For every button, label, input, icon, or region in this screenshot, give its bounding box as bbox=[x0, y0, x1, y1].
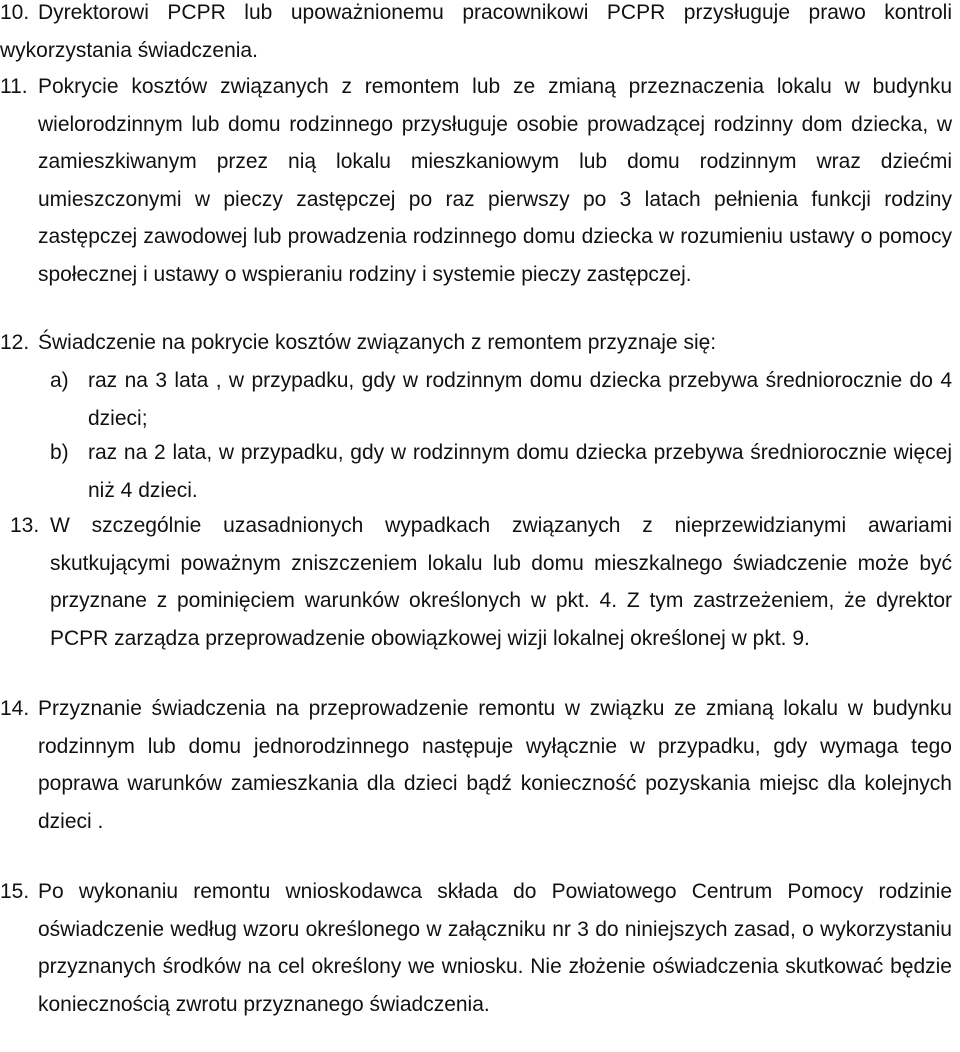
paragraph-text: Dyrektorowi PCPR lub upoważnionemu pracownikowi PCPR przysługuje prawo kontroli wykorzystania świadczenia. bbox=[0, 1, 952, 62]
paragraph-text: Przyznanie świadczenia na przeprowadzenie remontu w związku ze zmianą lokalu w budynku rodzinnym lub domu jednorodzinnego następuje wyłącznie w przypadku, gdy wymaga tego poprawa warunków zamieszkania dla dzieci bądź konieczność pozyskania miejsc dla kolejnych dzieci . bbox=[38, 697, 952, 833]
paragraph-text: W szczególnie uzasadnionych wypadkach związanych z nieprzewidzianymi awariami skutkującymi poważnym zniszczeniem lokalu lub domu mieszkalnego świadczenie może być przyznane z pominięciem warunków określonych w pkt. 4. Z tym zastrzeżeniem, że dyrektor PCPR zarządza przeprowadzenie obowiązkowej wizji lokalnej określonej w pkt. 9. bbox=[50, 514, 952, 650]
paragraph-text: Świadczenie na pokrycie kosztów związanych z remontem przyznaje się: bbox=[38, 331, 717, 354]
paragraph-15 bbox=[0, 873, 952, 1023]
paragraph-number: 14. bbox=[0, 697, 30, 720]
paragraph-number: 15. bbox=[0, 880, 30, 903]
paragraph-number: 11. bbox=[0, 75, 28, 98]
paragraph-number: 13. bbox=[10, 514, 40, 537]
paragraph-text: Po wykonaniu remontu wnioskodawca składa do Powiatowego Centrum Pomocy rodzinie oświadczenie według wzoru określonego w załączniku nr 3 do niniejszych zasad, o wykorzystaniu przyznanych środków na cel określony we wniosku. Nie złożenie oświadczenia skutkować będzie koniecznością zwrotu przyznanego świadczenia. bbox=[38, 880, 952, 1016]
paragraph-10 bbox=[0, 0, 952, 69]
list-item-label: a) bbox=[50, 369, 69, 392]
paragraph-text: Pokrycie kosztów związanych z remontem lub ze zmianą przeznaczenia lokalu w budynku wielorodzinnym lub domu rodzinnego przysługuje osobie prowadzącej rodzinny dom dziecka, w zamieszkiwanym przez nią lokalu mieszkaniowym lub domu rodzinnym wraz dziećmi umieszczonymi w pieczy zastępczej po raz pierwszy po 3 latach pełnienia funkcji rodziny zastępczej zawodowej lub prowadzenia rodzinnego domu dziecka w rozumieniu ustawy o pomocy społecznej i ustawy o wspieraniu rodziny i systemie pieczy zastępczej. bbox=[38, 75, 952, 286]
paragraph-number: 12. bbox=[0, 331, 30, 354]
list-item-text: raz na 3 lata , w przypadku, gdy w rodzinnym domu dziecka przebywa średniorocznie do 4 dzieci; bbox=[88, 369, 952, 430]
list-item-label: b) bbox=[50, 441, 69, 464]
list-item-a bbox=[50, 362, 952, 437]
list-item-text: raz na 2 lata, w przypadku, gdy w rodzinnym domu dziecka przebywa średniorocznie więcej niż 4 dzieci. bbox=[88, 441, 952, 502]
paragraph-13 bbox=[0, 507, 952, 657]
paragraph-14 bbox=[0, 690, 952, 840]
paragraph-number: 10. bbox=[0, 1, 30, 24]
paragraph-12 bbox=[0, 324, 952, 362]
list-item-b bbox=[50, 434, 952, 509]
paragraph-11 bbox=[0, 68, 952, 293]
